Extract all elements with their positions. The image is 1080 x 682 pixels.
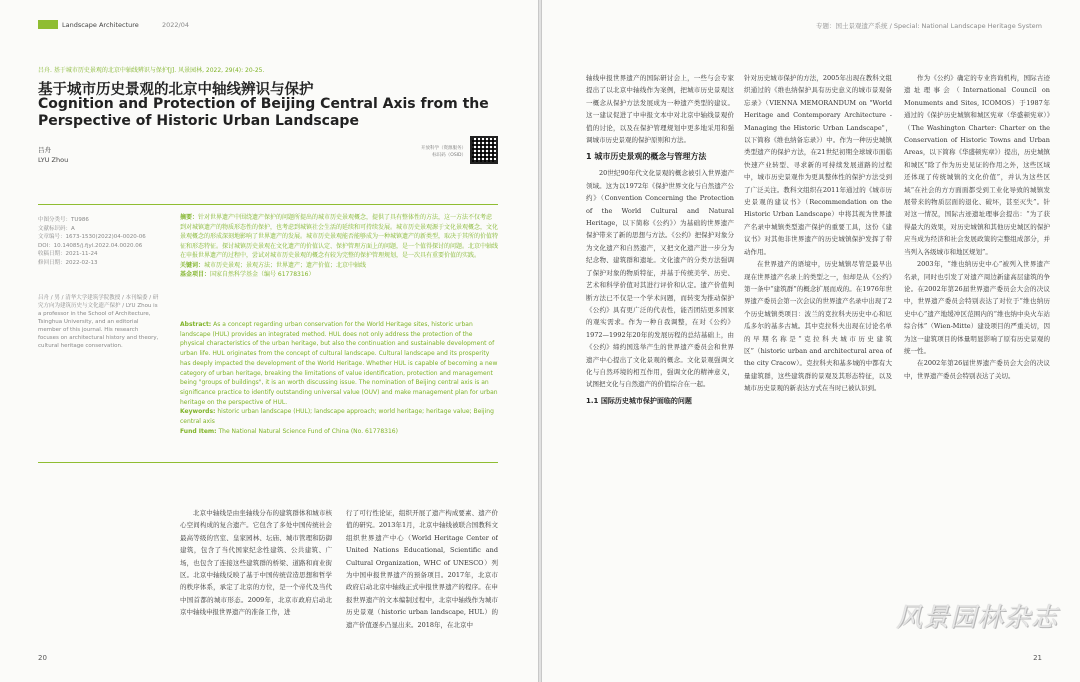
abstract-text: 针对世界遗产中围绕遗产保护的问题所提出的城市历史景观概念，提供了具有整体性的方法，这一方法不仅考虑到对城镇遗产的物质形态性的保护，也考虑到城镇社会生活的延续和可持续发展。城市历史景观源于文化景观概念，文化景观概念的形成深刻地影响了世界遗产的发展。城市历史景观能否能够成为一种城镇遗产的新类型，取决于其所的价值特征和形态特征。探讨城镇历史景观在文化遗产的价值认定、保护管理方面上的问题，是一个值得探讨的问题。北京中轴线在申报世界遗产的过程中，尝试对城市历史景观的概念有较为完整的保护管理规划，是一次具有重要价值的实践。 xyxy=(180,214,499,259)
running-header: 专题：国土景观遗产系统 / Special: National Landscape Heritage System xyxy=(816,22,1042,30)
right-page xyxy=(542,0,1080,682)
body-paragraph: 轴线申报世界遗产的国际研讨会上，一些与会专家提出了以北京中轴线作为案例，把城市历史景观这一概念从保护方法发展成为一种遗产类型的建议。这一建议促进了中申报文本中对北京中轴线景观价值的讨论，以及在保护管理规划中更多地采用和强调城市历史景观的保护原则和方法。 xyxy=(586,74,734,145)
article-meta xyxy=(38,216,168,267)
body-paragraph: 行了可行性论证，组织开展了遗产构成要素、遗产价值的研究。2013年1月，北京中轴线被联合国教科文组织世界遗产中心（World Heritage Center of United Nations Educational, Scientific and Cultural Organization, WHC of UNESCO）列为中国申报世界遗产的预备项目。2017年，北京市政府启动北京中轴线正式申报世界遗产的程序。在申报世界遗产的文本编制过程中，北京中轴线作为城市历史景观（historic urban landscape, HUL）的遗产价值逐步凸显出来。2018年，在北京中 xyxy=(346,509,498,629)
fund-label: 基金项目： xyxy=(180,271,211,278)
page-number: 21 xyxy=(1033,654,1042,662)
meta-line: 中图分类号：TU986 xyxy=(38,217,89,223)
divider xyxy=(38,462,498,463)
body-column-2 xyxy=(346,507,498,657)
abstract-label: 摘要： xyxy=(180,214,199,221)
abstract-label: Abstract: xyxy=(180,321,212,328)
author-en: LYU Zhou xyxy=(38,156,69,164)
journal-logo-icon xyxy=(38,20,58,29)
keywords: historic urban landscape (HUL); landscape approach; world heritage; heritage value; Beijing central axis xyxy=(180,408,494,426)
abstract-text: As a concept regarding urban conservation for the World Heritage sites, historic urban landscape (HUL) provides an integrated method. HUL does not only address the protection of the physical characteristics of the urban heritage, but also the continuation and sustainable development of urban life. HUL originates from the concept of cultural landscape. Cultural landscape and its prosperity has deeply impacted the development of the World Heritage. Whether HUL is capable of becoming a new category of urban heritage, breaking the limitations of value identification, protection and management being "groups of buildings", it is an worth discussing issue. The nomination of Beijing central axis is an significance practice to identify outstanding universal value (OUV) and make management plan for urban heritage on the perspective of HUL. xyxy=(180,321,498,406)
divider xyxy=(38,204,498,205)
section-heading: 1 城市历史景观的概念与管理方法 xyxy=(586,152,707,162)
meta-line: 文章编号：1673-1530(2022)04-0020-06 xyxy=(38,234,146,240)
title-english: Cognition and Protection of Beijing Central Axis from the Perspective of Historic Urban Landscape xyxy=(38,96,489,129)
author-cn: 吕舟 xyxy=(38,146,51,154)
body-paragraph: 2003年，“维也纳历史中心”被列入世界遗产名录，同时也引发了对遗产周边新建高层建筑的争论。在2002年第26届世界遗产委员会大会的决议中，世界遗产委员会特别表达了对位于“维也纳历史中心”遗产地缓冲区范围内的“维也纳中央火车站综合体”（Wien-Mitte）建设项目的严重关切，因为这一建筑项目的体量明显影响了原有历史景观的统一性。 xyxy=(904,260,1050,355)
meta-line: 文献标识码：A xyxy=(38,225,75,232)
qr-caption: 开放科学（资源服务）标识码（OSID） xyxy=(421,146,466,158)
meta-line: 收稿日期：2021-11-24 xyxy=(38,251,98,257)
qr-code-icon xyxy=(470,136,498,164)
fund-label: Fund Item: xyxy=(180,427,217,435)
watermark: 风景园林杂志 xyxy=(895,603,1058,633)
keywords: 城市历史景观；景观方法；世界遗产；遗产价值；北京中轴线 xyxy=(204,261,367,269)
body-column-1 xyxy=(180,507,332,657)
page-number: 20 xyxy=(38,654,47,662)
body-column-2 xyxy=(744,72,892,644)
left-page xyxy=(0,0,538,682)
body-paragraph: 针对历史城市保护的方法，2005年出现在教科文组织通过的《维也纳保护具有历史意义的城市景观备忘录》（VIENNA MEMORANDUM on "World Heritage and Contemporary Architecture - Managing the Historic Urban Landscape"，以下简称《维也纳备忘录》）中。作为一种历史城镇类型遗产的保护方法，在21世纪初期全球城市面临快速产业转型、寻求新的可持续发展道路的过程中，城市历史景观作为更具整体性的保护方法受到了广泛关注。教科文组织在2011年通过的《城市历史景观的建议书》（Recommendation on the Historic Urban Landscape）中将其视为世界遗产名录中城镇类型遗产保护的重要工具，这份《建议书》对其他非世界遗产的历史城镇保护发挥了带动作用。 xyxy=(744,74,892,256)
fund: The National Natural Science Fund of China (No. 61778316) xyxy=(218,427,398,435)
subsection-heading: 1.1 国际历史城市保护面临的问题 xyxy=(586,396,692,405)
author-block xyxy=(38,145,68,165)
body-paragraph: 北京中轴线是由坐轴线分布的建筑群体和城市核心空间构成的复合遗产。它包含了多处中国传统社会最高等级的官室、皇家园林、坛庙、城市管理和防御建筑，包含了当代国家纪念性建筑、公共建筑、广场，也包含了连接这些建筑群的桥梁、道路和商业街区。北京中轴线反映了基于中国传统营造思想和哲学的秩序体系，承定了北京的方位，是一个帝代及当代中国首都的城市形态。2009年，北京市政府启动北京中轴线申报世界遗产的准备工作，进 xyxy=(180,509,332,617)
body-column-3 xyxy=(904,72,1050,644)
body-paragraph: 在世界遗产的语境中，历史城镇尽管是最早出现在世界遗产名录上的类型之一，但却是从《公约》第一条中“建筑群”的概念扩展而成的。在1976年世界遗产委员会第一次会议的世界遗产名录中出现了2个历史城镇类项目：波兰的克拉科夫历史中心和厄瓜多尔的基多古城。其中克拉科夫出现在讨论名单的早期名称是“克拉科夫城市历史建筑区”（historic urban and architectural area of the city Cracow）。克拉科夫和基多城的中都有大量建筑群，这些建筑群的景观及其形态特征，以及城市历史景观的新表达方式在当时已被认识到。 xyxy=(744,260,892,393)
body-paragraph: 作为《公约》确定的专业咨询机构，国际古迹遗址理事会（International Council on Monuments and Sites, ICOMOS）于1987年通过的《保护历史城镇和城区宪章（华盛顿宪章）》（The Washington Charter: Charter on the Conservation of Historic Towns and Urban Areas，以下简称《华盛顿宪章》）提出，历史城镇和城区“除了作为历史见证的作用之外，这些区域还体现了传统城镇的文化价值”，并认为这些区域“在社会的方方面面都受到工业化导致的城镇发展带来的物质层面的退化、破坏，甚至灭失”。针对这一情况，国际古迹遗址理事会提出：“为了获得最大的效果，对历史城镇和其他历史城区的保护应当成为经济和社会发展政策的完整组成部分，并当列入各级城市和地区规划”。 xyxy=(904,74,1050,256)
journal-name: Landscape Architecture xyxy=(62,21,139,29)
meta-line: 修回日期：2022-02-13 xyxy=(38,259,98,266)
author-bio: 吕舟 / 男 / 清华大学建筑学院教授 / 本刊编委 / 研究方向为建筑历史与文化遗产保护 / LYU Zhou is a professor in the School of Architecture, Tsinghua University, and an editorial member of this journal. His research focuses on architectural history and theory, cultural heritage conservation. xyxy=(38,295,159,349)
title-chinese: 基于城市历史景观的北京中轴线辨识与保护 xyxy=(38,82,314,98)
fund: 国家自然科学基金（编号 61778316） xyxy=(210,271,315,278)
abstract-chinese xyxy=(180,213,498,280)
citation: 吕舟. 基于城市历史景观的北京中轴线辨识与保护[J]. 风景园林, 2022, 29(4): 20-25. xyxy=(38,67,265,74)
keywords-label: Keywords: xyxy=(180,408,216,416)
body-paragraph: 在2002年第26届世界遗产委员会大会的决议中，世界遗产委员会特别表达了关切。 xyxy=(904,359,1050,380)
abstract-english xyxy=(180,320,498,436)
meta-line: DOI：10.14085/j.fjyl.2022.04.0020.06 xyxy=(38,242,143,249)
keywords-label: 关键词： xyxy=(180,261,205,269)
issue-number: 2022/04 xyxy=(162,21,190,29)
body-paragraph: 20世纪90年代文化景观的概念被引入世界遗产领域。这为以1972年《保护世界文化与自然遗产公约》（Convention Concerning the Protection of the World Cultural and Natural Heritage，以下简称《公约》）为基础的世界遗产保护带来了新的思想与方法。《公约》把保护对象分为文化遗产和自然遗产，又把文化遗产进一步分为纪念物、建筑群和遗址。文化遗产的分类方法强调了保护对象的物质特征，并基于传统美学、历史、艺术和科学价值对其进行评价和认定。遗产价值判断方法已不仅是一个学术问题，而转变为推动保护《公约》具有更广泛的代表性，能否团结更多国家的观实需求。作为一种自我调整，在对《公约》1972—1992年20年的发展历程的总结基础上，由《公约》缔约国选举产生的世界遗产委员会和世界遗产中心提出了文化景观的概念。文化景观强调文化与自然环境的相互作用，强调文化的精神意义，试图把文化与自然遗产的价值综合在一起。 xyxy=(586,169,734,389)
body-column-1 xyxy=(586,72,734,644)
